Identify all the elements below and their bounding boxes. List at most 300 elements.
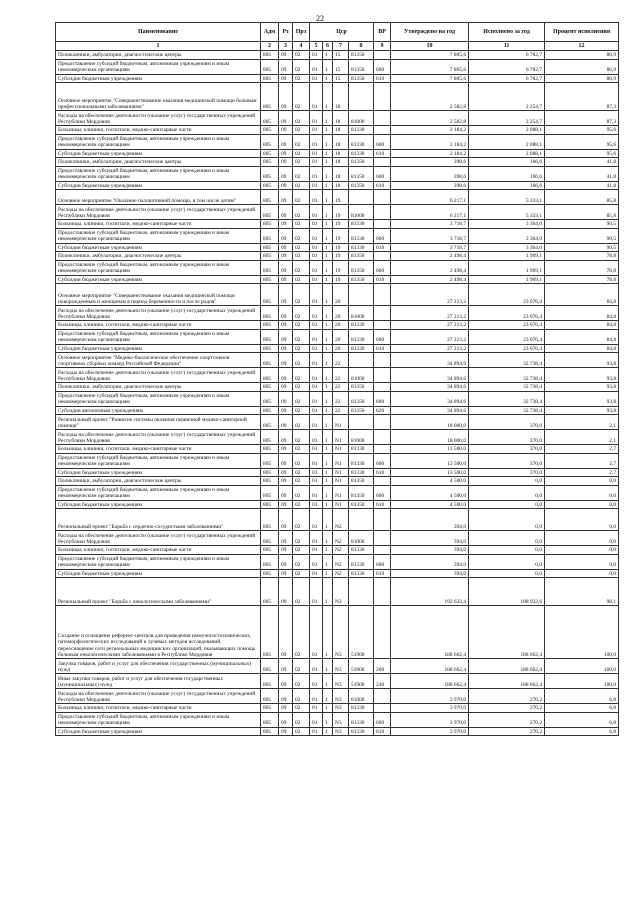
row-csr-event: N3 bbox=[333, 659, 349, 674]
row-done: 2 088,1 bbox=[469, 126, 545, 135]
table-row bbox=[56, 727, 619, 736]
table-row bbox=[56, 445, 619, 454]
row-name: Предоставление субсидий бюджетным, автономным учреждениям и иным некоммерческим организациям bbox=[56, 228, 261, 243]
table-row bbox=[56, 453, 619, 468]
row-csr-direction: 81350 bbox=[349, 252, 374, 261]
column-number: 7 bbox=[333, 42, 349, 51]
row-csr-subprogram: 1 bbox=[323, 477, 333, 486]
row-rz: 09 bbox=[279, 275, 293, 284]
row-plan: 4 500,0 bbox=[391, 485, 469, 500]
table-body bbox=[56, 51, 619, 736]
row-done: 0,0 bbox=[469, 554, 545, 569]
row-name: Субсидии бюджетным учреждениям bbox=[56, 149, 261, 158]
row-csr-direction: 81350 bbox=[349, 74, 374, 83]
row-percent: 0,0 bbox=[545, 546, 619, 555]
row-csr-event: 20 bbox=[333, 344, 349, 353]
table-row bbox=[56, 569, 619, 578]
table-row bbox=[56, 578, 619, 606]
row-percent: 95,6 bbox=[545, 134, 619, 149]
row-csr-event: N1 bbox=[333, 430, 349, 445]
row-vr: 610 bbox=[374, 727, 391, 736]
row-csr-direction: 81330 bbox=[349, 704, 374, 713]
row-percent: 0,0 bbox=[545, 477, 619, 486]
row-adm: 805 bbox=[261, 445, 279, 454]
header-rz: Рз bbox=[279, 23, 293, 42]
row-csr-subprogram: 1 bbox=[323, 59, 333, 74]
row-done: 0,0 bbox=[469, 477, 545, 486]
row-adm: 805 bbox=[261, 531, 279, 546]
row-rz: 09 bbox=[279, 445, 293, 454]
row-adm: 805 bbox=[261, 674, 279, 689]
row-percent: 2,7 bbox=[545, 453, 619, 468]
row-rz: 09 bbox=[279, 689, 293, 704]
row-rz: 09 bbox=[279, 569, 293, 578]
row-csr-direction bbox=[349, 284, 374, 306]
row-csr-subprogram: 1 bbox=[323, 220, 333, 229]
row-csr-subprogram: 1 bbox=[323, 453, 333, 468]
row-adm: 805 bbox=[261, 554, 279, 569]
row-name: Субсидии бюджетным учреждениям bbox=[56, 74, 261, 83]
row-csr-event: N2 bbox=[333, 531, 349, 546]
row-prz: 02 bbox=[293, 51, 310, 60]
row-csr-direction bbox=[349, 578, 374, 606]
table-row bbox=[56, 674, 619, 689]
row-vr: 610 bbox=[374, 74, 391, 83]
row-adm: 805 bbox=[261, 727, 279, 736]
row-csr-event: 19 bbox=[333, 220, 349, 229]
row-done: 32 738,4 bbox=[469, 383, 545, 392]
row-csr-program: 01 bbox=[310, 344, 323, 353]
row-plan: 2 582,8 bbox=[391, 83, 469, 111]
row-csr-direction: 81330 bbox=[349, 727, 374, 736]
row-csr-direction bbox=[349, 509, 374, 531]
row-prz: 02 bbox=[293, 430, 310, 445]
row-plan: 3 970,0 bbox=[391, 712, 469, 727]
row-percent: 2,1 bbox=[545, 430, 619, 445]
row-vr bbox=[374, 477, 391, 486]
row-name: Региональный проект "Развитие системы оказания первичной медико-санитарной помощи" bbox=[56, 415, 261, 430]
row-vr bbox=[374, 321, 391, 330]
row-percent: 84,8 bbox=[545, 321, 619, 330]
row-rz: 09 bbox=[279, 453, 293, 468]
row-percent: 87,3 bbox=[545, 83, 619, 111]
row-percent: 93,8 bbox=[545, 406, 619, 415]
row-vr: 610 bbox=[374, 500, 391, 509]
row-csr-event: 20 bbox=[333, 321, 349, 330]
row-adm: 805 bbox=[261, 51, 279, 60]
row-vr bbox=[374, 430, 391, 445]
row-adm: 805 bbox=[261, 344, 279, 353]
row-percent: 95,6 bbox=[545, 126, 619, 135]
row-csr-program: 01 bbox=[310, 166, 323, 181]
row-done: 370,0 bbox=[469, 445, 545, 454]
row-rz: 09 bbox=[279, 306, 293, 321]
row-name: Иные закупки товаров, работ и услуг для обеспечения государственных (муниципальных) нужд bbox=[56, 674, 261, 689]
row-rz: 09 bbox=[279, 134, 293, 149]
table-row bbox=[56, 275, 619, 284]
row-vr: 600 bbox=[374, 59, 391, 74]
row-name: Субсидии автономным учреждениям bbox=[56, 406, 261, 415]
row-percent: 41,8 bbox=[545, 181, 619, 190]
row-csr-direction bbox=[349, 83, 374, 111]
row-done: 370,0 bbox=[469, 415, 545, 430]
row-prz: 02 bbox=[293, 166, 310, 181]
table-row bbox=[56, 704, 619, 713]
row-done: 1 969,1 bbox=[469, 275, 545, 284]
row-csr-subprogram: 1 bbox=[323, 306, 333, 321]
row-rz: 09 bbox=[279, 406, 293, 415]
row-csr-program: 01 bbox=[310, 391, 323, 406]
row-plan: 27 213,2 bbox=[391, 284, 469, 306]
row-name: Поликлиники, амбулатории, диагностические центры bbox=[56, 383, 261, 392]
column-number: 4 bbox=[293, 42, 310, 51]
row-csr-subprogram: 1 bbox=[323, 353, 333, 368]
row-plan: 27 213,2 bbox=[391, 344, 469, 353]
row-vr: 600 bbox=[374, 712, 391, 727]
row-percent: 78,8 bbox=[545, 252, 619, 261]
row-csr-event: 19 bbox=[333, 275, 349, 284]
row-csr-program: 01 bbox=[310, 445, 323, 454]
row-adm: 805 bbox=[261, 485, 279, 500]
row-prz: 02 bbox=[293, 83, 310, 111]
row-done: 0,0 bbox=[469, 485, 545, 500]
row-prz: 02 bbox=[293, 260, 310, 275]
row-vr: 610 bbox=[374, 569, 391, 578]
table-row bbox=[56, 391, 619, 406]
row-name: Создание и оснащение референс-центров для проведения иммуногистохимических, патоморфологических исследований и лучевых методов исследований, переоснащение сети региональных медицинских организаций, оказывающих помощь больным онкологическими заболеваниями в Республике Мордовия bbox=[56, 606, 261, 659]
column-number: 9 bbox=[374, 42, 391, 51]
row-vr bbox=[374, 83, 391, 111]
row-csr-direction: 81350 bbox=[349, 383, 374, 392]
row-vr bbox=[374, 284, 391, 306]
row-rz: 09 bbox=[279, 477, 293, 486]
row-csr-program: 01 bbox=[310, 228, 323, 243]
row-csr-direction: 51900 bbox=[349, 659, 374, 674]
column-number: 11 bbox=[469, 42, 545, 51]
row-csr-subprogram: 1 bbox=[323, 415, 333, 430]
row-csr-program: 01 bbox=[310, 727, 323, 736]
row-plan: 13 500,0 bbox=[391, 453, 469, 468]
row-csr-event: 18 bbox=[333, 166, 349, 181]
row-rz: 09 bbox=[279, 111, 293, 126]
table-row bbox=[56, 606, 619, 659]
row-vr bbox=[374, 546, 391, 555]
row-adm: 805 bbox=[261, 430, 279, 445]
row-csr-direction: 81350 bbox=[349, 477, 374, 486]
row-csr-direction: 51900 bbox=[349, 674, 374, 689]
row-csr-subprogram: 1 bbox=[323, 134, 333, 149]
row-percent: 78,8 bbox=[545, 275, 619, 284]
table-row bbox=[56, 149, 619, 158]
row-csr-direction: 81350 bbox=[349, 158, 374, 167]
row-csr-program: 01 bbox=[310, 126, 323, 135]
row-done: 6 782,7 bbox=[469, 59, 545, 74]
row-csr-event: 19 bbox=[333, 205, 349, 220]
row-done: 270,2 bbox=[469, 712, 545, 727]
row-csr-program: 01 bbox=[310, 353, 323, 368]
row-vr bbox=[374, 383, 391, 392]
row-name: Больницы, клиники, госпитали, медико-санитарные части bbox=[56, 126, 261, 135]
row-csr-subprogram: 1 bbox=[323, 468, 333, 477]
row-adm: 805 bbox=[261, 126, 279, 135]
row-csr-event: 20 bbox=[333, 329, 349, 344]
row-done: 32 738,4 bbox=[469, 368, 545, 383]
row-done: 5 333,1 bbox=[469, 190, 545, 205]
row-name: Основное мероприятие "Совершенствование оказания медицинской помощи новорожденным и женщинам в период беременности и после родов" bbox=[56, 284, 261, 306]
row-name: Основное мероприятие "Оказание паллиативной помощи, в том числе детям" bbox=[56, 190, 261, 205]
row-csr-subprogram: 1 bbox=[323, 190, 333, 205]
table-row bbox=[56, 126, 619, 135]
row-csr-program: 01 bbox=[310, 252, 323, 261]
row-plan: 2 184,2 bbox=[391, 134, 469, 149]
row-done: 270,2 bbox=[469, 689, 545, 704]
row-csr-subprogram: 1 bbox=[323, 712, 333, 727]
header-csr: Цср bbox=[310, 23, 374, 42]
row-plan: 4 500,0 bbox=[391, 477, 469, 486]
row-name: Расходы на обеспечение деятельности (оказание услуг) государственных учреждений Республики Мордовия bbox=[56, 689, 261, 704]
column-number: 8 bbox=[349, 42, 374, 51]
row-vr bbox=[374, 415, 391, 430]
row-vr bbox=[374, 252, 391, 261]
row-csr-subprogram: 1 bbox=[323, 509, 333, 531]
row-csr-direction bbox=[349, 415, 374, 430]
row-done: 1 969,1 bbox=[469, 252, 545, 261]
row-csr-direction: 81350 bbox=[349, 406, 374, 415]
row-done: 32 738,4 bbox=[469, 391, 545, 406]
row-done: 23 076,4 bbox=[469, 329, 545, 344]
row-rz: 09 bbox=[279, 500, 293, 509]
row-plan: 34 894,6 bbox=[391, 391, 469, 406]
table-row bbox=[56, 329, 619, 344]
row-prz: 02 bbox=[293, 284, 310, 306]
table-row bbox=[56, 477, 619, 486]
row-adm: 805 bbox=[261, 689, 279, 704]
row-csr-event: 18 bbox=[333, 158, 349, 167]
row-plan: 188 662,4 bbox=[391, 674, 469, 689]
row-rz: 09 bbox=[279, 415, 293, 430]
table-row bbox=[56, 344, 619, 353]
row-csr-event: N1 bbox=[333, 415, 349, 430]
row-csr-event: N1 bbox=[333, 485, 349, 500]
row-percent: 93,8 bbox=[545, 368, 619, 383]
row-csr-subprogram: 1 bbox=[323, 228, 333, 243]
row-vr: 600 bbox=[374, 134, 391, 149]
row-csr-subprogram: 1 bbox=[323, 83, 333, 111]
row-csr-subprogram: 1 bbox=[323, 149, 333, 158]
row-percent: 90,5 bbox=[545, 243, 619, 252]
row-csr-subprogram: 1 bbox=[323, 383, 333, 392]
row-rz: 09 bbox=[279, 51, 293, 60]
row-name: Основное мероприятие "Медико-биологическое обеспечение спортсменов спортивных сборных команд Российской Федерации" bbox=[56, 353, 261, 368]
row-vr: 620 bbox=[374, 406, 391, 415]
row-prz: 02 bbox=[293, 453, 310, 468]
row-csr-program: 01 bbox=[310, 500, 323, 509]
row-csr-direction: 81330 bbox=[349, 220, 374, 229]
row-name: Закупка товаров, работ и услуг для обеспечения государственных (муниципальных) нужд bbox=[56, 659, 261, 674]
row-rz: 09 bbox=[279, 220, 293, 229]
row-plan: 27 213,2 bbox=[391, 306, 469, 321]
row-csr-direction: 81000 bbox=[349, 368, 374, 383]
row-adm: 805 bbox=[261, 220, 279, 229]
row-csr-subprogram: 1 bbox=[323, 205, 333, 220]
row-name: Больницы, клиники, госпитали, медико-санитарные части bbox=[56, 445, 261, 454]
row-rz: 09 bbox=[279, 391, 293, 406]
header-row bbox=[56, 23, 619, 42]
row-csr-event: 15 bbox=[333, 74, 349, 83]
row-csr-event: 18 bbox=[333, 111, 349, 126]
row-vr bbox=[374, 158, 391, 167]
row-csr-event: 19 bbox=[333, 252, 349, 261]
row-adm: 805 bbox=[261, 329, 279, 344]
row-percent: 2,7 bbox=[545, 468, 619, 477]
row-csr-program: 01 bbox=[310, 74, 323, 83]
row-adm: 805 bbox=[261, 659, 279, 674]
row-csr-direction: 51900 bbox=[349, 606, 374, 659]
row-csr-program: 01 bbox=[310, 468, 323, 477]
row-csr-program: 01 bbox=[310, 531, 323, 546]
row-vr bbox=[374, 704, 391, 713]
row-csr-program: 01 bbox=[310, 704, 323, 713]
row-csr-program: 01 bbox=[310, 406, 323, 415]
table-row bbox=[56, 166, 619, 181]
row-prz: 02 bbox=[293, 181, 310, 190]
row-adm: 805 bbox=[261, 606, 279, 659]
row-vr bbox=[374, 306, 391, 321]
row-done: 2 088,1 bbox=[469, 149, 545, 158]
row-percent: 0,0 bbox=[545, 509, 619, 531]
row-csr-subprogram: 1 bbox=[323, 111, 333, 126]
row-prz: 02 bbox=[293, 531, 310, 546]
row-csr-subprogram: 1 bbox=[323, 569, 333, 578]
table-row bbox=[56, 554, 619, 569]
row-rz: 09 bbox=[279, 712, 293, 727]
row-csr-event: 18 bbox=[333, 83, 349, 111]
row-csr-direction: 81350 bbox=[349, 51, 374, 60]
row-name: Расходы на обеспечение деятельности (оказание услуг) государственных учреждений Республики Мордовия bbox=[56, 531, 261, 546]
row-csr-subprogram: 1 bbox=[323, 51, 333, 60]
row-csr-event: 20 bbox=[333, 284, 349, 306]
row-csr-direction: 81330 bbox=[349, 228, 374, 243]
row-done: 32 738,4 bbox=[469, 406, 545, 415]
row-csr-event: 15 bbox=[333, 51, 349, 60]
row-rz: 09 bbox=[279, 260, 293, 275]
row-csr-direction: 81330 bbox=[349, 149, 374, 158]
row-rz: 09 bbox=[279, 252, 293, 261]
row-csr-direction: 81330 bbox=[349, 546, 374, 555]
table-row bbox=[56, 134, 619, 149]
row-prz: 02 bbox=[293, 59, 310, 74]
row-adm: 805 bbox=[261, 406, 279, 415]
row-done: 23 076,4 bbox=[469, 344, 545, 353]
row-csr-direction: 81000 bbox=[349, 205, 374, 220]
row-adm: 805 bbox=[261, 158, 279, 167]
row-name: Поликлиники, амбулатории, диагностические центры bbox=[56, 252, 261, 261]
row-vr bbox=[374, 190, 391, 205]
row-csr-program: 01 bbox=[310, 275, 323, 284]
row-done: 1 969,1 bbox=[469, 260, 545, 275]
table-row bbox=[56, 509, 619, 531]
row-percent: 84,8 bbox=[545, 344, 619, 353]
row-adm: 805 bbox=[261, 306, 279, 321]
row-csr-event: N3 bbox=[333, 689, 349, 704]
row-vr: 600 bbox=[374, 260, 391, 275]
row-csr-subprogram: 1 bbox=[323, 181, 333, 190]
row-csr-subprogram: 1 bbox=[323, 554, 333, 569]
row-percent: 0,0 bbox=[545, 531, 619, 546]
row-csr-program: 01 bbox=[310, 546, 323, 555]
row-rz: 09 bbox=[279, 430, 293, 445]
row-prz: 02 bbox=[293, 674, 310, 689]
row-plan: 2 498,4 bbox=[391, 260, 469, 275]
row-plan: 394,0 bbox=[391, 569, 469, 578]
column-number: 3 bbox=[279, 42, 293, 51]
row-rz: 09 bbox=[279, 228, 293, 243]
row-prz: 02 bbox=[293, 383, 310, 392]
row-vr bbox=[374, 531, 391, 546]
table-row bbox=[56, 659, 619, 674]
row-csr-subprogram: 1 bbox=[323, 531, 333, 546]
row-done: 3 364,0 bbox=[469, 228, 545, 243]
row-csr-program: 01 bbox=[310, 383, 323, 392]
row-name: Больницы, клиники, госпитали, медико-санитарные части bbox=[56, 321, 261, 330]
row-name: Предоставление субсидий бюджетным, автономным учреждениям и иным некоммерческим организациям bbox=[56, 554, 261, 569]
row-rz: 09 bbox=[279, 344, 293, 353]
row-prz: 02 bbox=[293, 468, 310, 477]
row-plan: 394,0 bbox=[391, 531, 469, 546]
row-plan: 398,6 bbox=[391, 158, 469, 167]
row-csr-event: 18 bbox=[333, 149, 349, 158]
row-name: Субсидии бюджетным учреждениям bbox=[56, 344, 261, 353]
row-csr-program: 01 bbox=[310, 659, 323, 674]
row-vr bbox=[374, 111, 391, 126]
row-csr-event: 19 bbox=[333, 260, 349, 275]
table-row bbox=[56, 190, 619, 205]
row-percent: 0,0 bbox=[545, 500, 619, 509]
row-rz: 09 bbox=[279, 509, 293, 531]
row-vr bbox=[374, 51, 391, 60]
row-csr-subprogram: 1 bbox=[323, 126, 333, 135]
row-vr: 600 bbox=[374, 554, 391, 569]
table-row bbox=[56, 306, 619, 321]
table-row bbox=[56, 712, 619, 727]
row-vr bbox=[374, 353, 391, 368]
row-plan: 2 184,2 bbox=[391, 149, 469, 158]
row-percent: 84,8 bbox=[545, 306, 619, 321]
table-row bbox=[56, 531, 619, 546]
table-row bbox=[56, 243, 619, 252]
row-name: Поликлиники, амбулатории, диагностические центры bbox=[56, 158, 261, 167]
row-prz: 02 bbox=[293, 111, 310, 126]
row-prz: 02 bbox=[293, 329, 310, 344]
row-percent: 93,8 bbox=[545, 391, 619, 406]
row-csr-direction: 81000 bbox=[349, 111, 374, 126]
row-percent: 2,1 bbox=[545, 415, 619, 430]
row-csr-event: N3 bbox=[333, 674, 349, 689]
row-adm: 805 bbox=[261, 275, 279, 284]
row-csr-direction: 81330 bbox=[349, 243, 374, 252]
row-csr-direction: 81350 bbox=[349, 391, 374, 406]
row-done: 6 782,7 bbox=[469, 74, 545, 83]
row-plan: 394,0 bbox=[391, 546, 469, 555]
table-row bbox=[56, 205, 619, 220]
row-vr bbox=[374, 220, 391, 229]
row-plan: 6 217,1 bbox=[391, 205, 469, 220]
row-csr-program: 01 bbox=[310, 477, 323, 486]
row-prz: 02 bbox=[293, 546, 310, 555]
row-plan: 34 894,6 bbox=[391, 353, 469, 368]
row-csr-event: 15 bbox=[333, 59, 349, 74]
row-rz: 09 bbox=[279, 321, 293, 330]
